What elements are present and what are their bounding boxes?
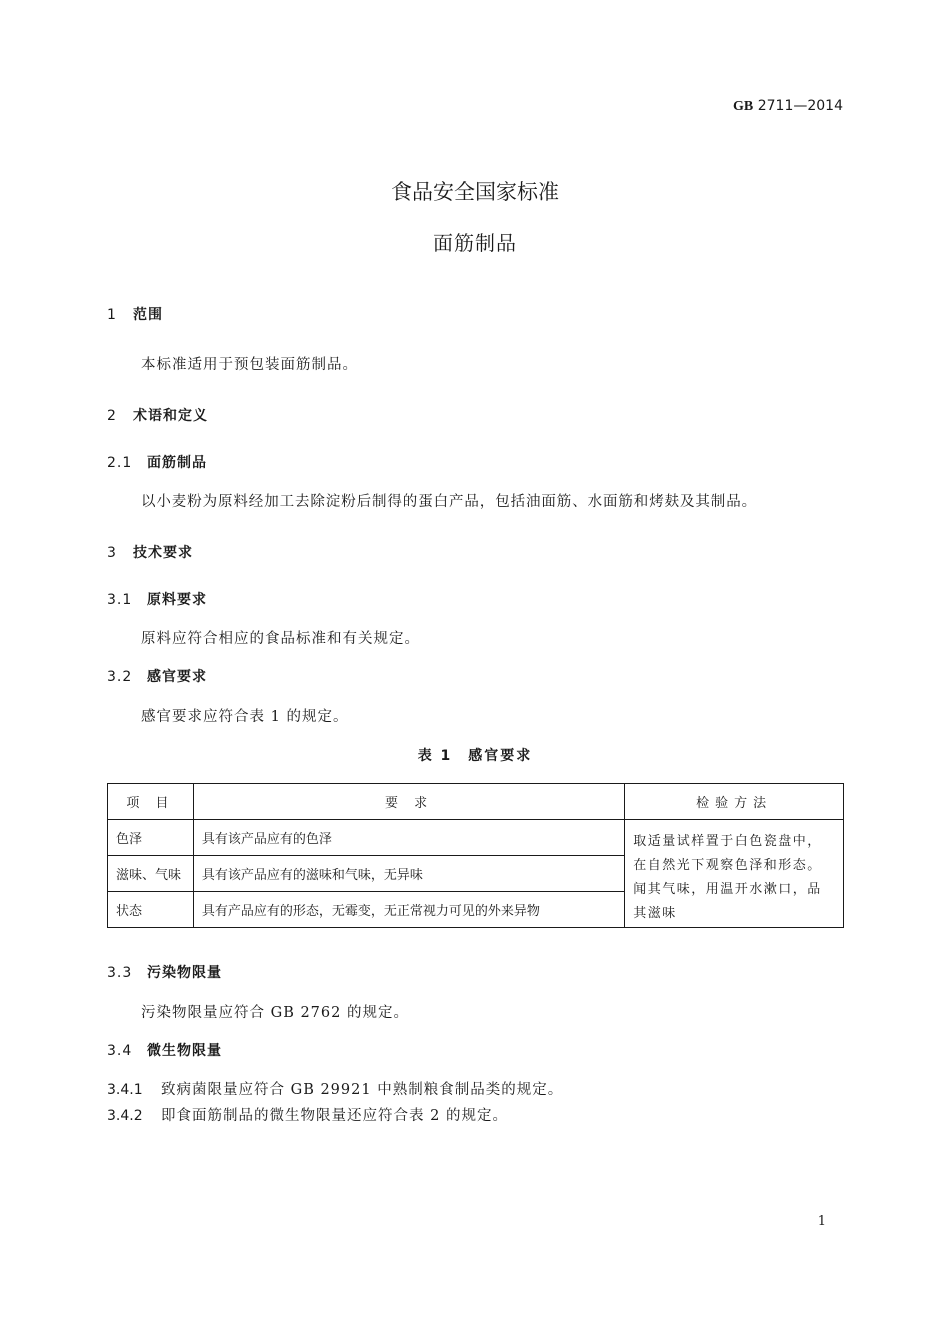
- section-heading-2-1: 2.1 面筋制品: [107, 455, 207, 471]
- section-2-1-text: 以小麦粉为原料经加工去除淀粉后制得的蛋白产品，包括油面筋、水面筋和烤麸及其制品。: [141, 494, 757, 510]
- table-cell-item: 状态: [108, 892, 194, 928]
- clause-3-4-1: 3.4.1 致病菌限量应符合 GB 29921 中熟制粮食制品类的规定。: [107, 1082, 564, 1098]
- section-heading-3-3: 3.3 污染物限量: [107, 965, 222, 981]
- section-heading-2: 2 术语和定义: [107, 408, 208, 424]
- table-cell-method: 取适量试样置于白色瓷盘中，在自然光下观察色泽和形态。闻其气味，用温开水漱口，品其滋味: [625, 820, 844, 928]
- section-heading-3-4: 3.4 微生物限量: [107, 1043, 222, 1059]
- standard-prefix: GB: [733, 99, 754, 114]
- table-cell-item: 滋味、气味: [108, 856, 194, 892]
- table-row: [108, 820, 844, 856]
- table-1-caption: 表 1 感官要求: [417, 748, 533, 764]
- standard-number: [733, 98, 843, 115]
- section-1-text: 本标准适用于预包装面筋制品。: [141, 357, 358, 373]
- section-3-3-text: 污染物限量应符合 GB 2762 的规定。: [141, 1005, 409, 1021]
- document-subtitle: 面筋制品: [433, 231, 517, 255]
- table-header-method: 检验方法: [625, 784, 844, 820]
- section-3-2-text: 感官要求应符合表 1 的规定。: [141, 709, 349, 725]
- section-heading-1: 1 范围: [107, 307, 163, 323]
- standard-code: 2711—2014: [757, 98, 843, 114]
- table-header-row: [108, 784, 844, 820]
- table-header-requirement: 要 求: [193, 784, 624, 820]
- section-3-1-text: 原料应符合相应的食品标准和有关规定。: [141, 631, 420, 647]
- table-cell-requirement: 具有该产品应有的色泽: [193, 820, 624, 856]
- table-cell-requirement: 具有该产品应有的滋味和气味，无异味: [193, 856, 624, 892]
- page-number: 1: [817, 1214, 826, 1229]
- document-title: 食品安全国家标准: [391, 180, 559, 204]
- table-sensory-requirements: [107, 783, 844, 928]
- table-header-item: 项 目: [108, 784, 194, 820]
- section-heading-3-2: 3.2 感官要求: [107, 669, 207, 685]
- section-heading-3-1: 3.1 原料要求: [107, 592, 207, 608]
- table-cell-item: 色泽: [108, 820, 194, 856]
- section-heading-3: 3 技术要求: [107, 545, 193, 561]
- table-cell-requirement: 具有产品应有的形态，无霉变，无正常视力可见的外来异物: [193, 892, 624, 928]
- clause-3-4-2: 3.4.2 即食面筋制品的微生物限量还应符合表 2 的规定。: [107, 1108, 508, 1124]
